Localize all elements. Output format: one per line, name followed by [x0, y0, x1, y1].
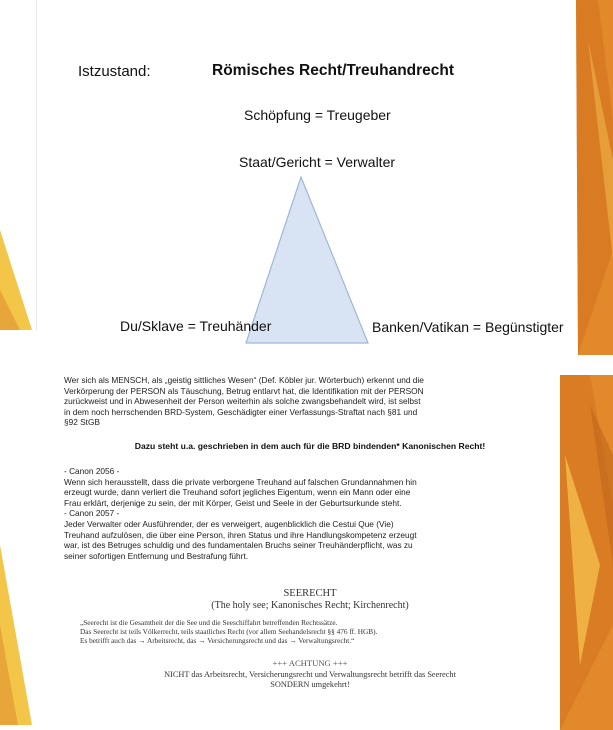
- footer-line: SONDERN umgekehrt!: [270, 680, 350, 689]
- intro-paragraph: [64, 375, 556, 428]
- seerecht-subtitle: (The holy see; Kanonisches Recht; Kirchenrecht): [211, 600, 409, 611]
- canon-line: - Canon 2056 -: [64, 466, 120, 476]
- canon-line: erzeugt wurde, dann verliert die Treuhand sofort jegliches Eigentum, wenn ein Mann oder eine: [64, 487, 411, 498]
- left-accent-decoration: [0, 0, 40, 365]
- seerecht-quote: [80, 618, 550, 646]
- right-accent-decoration-2: [560, 365, 613, 730]
- quote-line: Es betrifft auch das → Arbeitsrecht, das → Versicherungsrecht und das → Verwaltungsrecht.“: [80, 636, 355, 646]
- intro-line: zurückweist und in Abwesenheit der Person weiterhin als solche zwangsbehandelt wird, ist selbst: [64, 396, 421, 407]
- apex-label-administrator: Staat/Gericht = Verwalter: [239, 154, 396, 170]
- intro-line: Verkörperung der PERSON als Täuschung, Betrug entlarvt hat, die Identifikation mit der PERSON: [64, 385, 424, 396]
- canon-line: seiner sofortigen Entfernung und Bestrafung führt.: [64, 550, 249, 561]
- state-label: Istzustand:: [78, 63, 151, 80]
- footer-line: NICHT das Arbeitsrecht, Versicherungsrecht und Verwaltungsrecht betrifft das Seerecht: [164, 670, 456, 679]
- canon-paragraph: [64, 466, 556, 561]
- achtung-label: +++ ACHTUNG +++: [272, 658, 348, 668]
- canon-line: war, ist des Betruges schuldig und des fundamentalen Bruchs seiner Treuhänderpflicht, was zu: [64, 540, 413, 551]
- canon-line: Wenn sich herausstellt, dass die private verborgene Treuhand auf falschen Grundannahmen hin: [64, 476, 417, 487]
- intro-line: §92 StGB: [64, 417, 100, 428]
- canon-line: Treuhand aufzulösen, die über eine Person, ihren Status und ihre Handlungskompetenz erzeugt: [64, 529, 417, 540]
- bottom-left-label-trustee: Du/Sklave = Treuhänder: [120, 318, 272, 334]
- canon-line: - Canon 2057 -: [64, 508, 120, 519]
- canon-heading: Dazu steht u.a. geschrieben in dem auch für die BRD bindenden* Kanonischen Recht!: [134, 441, 486, 451]
- quote-line: „Seerecht ist die Gesamtheit der die See und die Seeschiffahrt betreffenden Rechtssätze.: [80, 618, 338, 627]
- canon-line: Frau erklärt, derjenige zu sein, der mit Körper, Geist und Seele in der Geburtsurkunde steht.: [64, 497, 402, 508]
- footer-note: [64, 670, 556, 690]
- intro-line: Wer sich als MENSCH, als „geistig sittliches Wesen“ (Def. Köbler jur. Wörterbuch) erkennt und die: [64, 375, 424, 385]
- bottom-right-label-beneficiary: Banken/Vatikan = Begünstigter: [372, 319, 564, 335]
- apex-label-creator: Schöpfung = Treugeber: [244, 107, 391, 123]
- slide-canon-law: [0, 365, 613, 730]
- right-accent-decoration: [568, 0, 613, 365]
- left-accent-decoration-2: [0, 365, 40, 730]
- quote-line: Das Seerecht ist teils Völkerrecht, teils staatliches Recht (vor allem Seehandelsrecht §§ 476 ff. HGB).: [80, 627, 378, 637]
- seerecht-title: SEERECHT: [283, 588, 337, 599]
- slide-title: Römisches Recht/Treuhandrecht: [212, 62, 455, 79]
- canon-line: Jeder Verwalter oder Ausführender, der es verweigert, augenblicklich die Cestui Que (Vie): [64, 518, 394, 529]
- intro-line: in dem noch herrschenden BRD-System, Geschädigter einer Verfassungs-Straftat nach §81 und: [64, 406, 418, 417]
